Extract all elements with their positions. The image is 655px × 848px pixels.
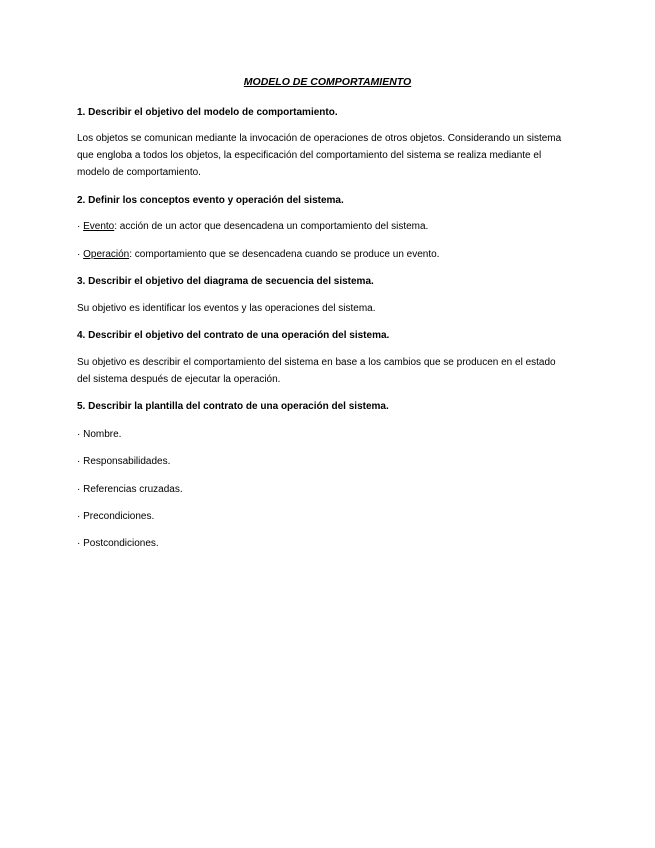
evento-text: : acción de un actor que desencadena un comportamiento del sistema. [114,221,429,232]
section-5-heading: 5. Describir la plantilla del contrato de una operación del sistema. [77,401,389,412]
list-item-postcondiciones: · Postcondiciones. [77,538,159,549]
document-title: MODELO DE COMPORTAMIENTO [243,76,412,88]
evento-definition [77,218,567,235]
bullet: · [77,249,84,260]
section-1-heading: 1. Describir el objetivo del modelo de comportamiento. [77,107,338,118]
bullet: · [77,221,84,232]
operacion-text: : comportamiento que se desencadena cuando se produce un evento. [129,249,440,260]
operacion-term: Operación [83,249,130,260]
section-3-text: Su objetivo es identificar los eventos y las operaciones del sistema. [77,303,376,314]
operacion-definition [77,246,567,263]
section-4-text: Su objetivo es describir el comportamiento del sistema en base a los cambios que se producen en el estado del sistema después de ejecutar la operación. [77,357,556,385]
list-item-nombre: · Nombre. [77,429,122,440]
evento-term: Evento [83,221,115,232]
section-3-heading: 3. Describir el objetivo del diagrama de secuencia del sistema. [77,276,374,287]
section-2-heading: 2. Definir los conceptos evento y operación del sistema. [77,195,344,206]
section-4-heading: 4. Describir el objetivo del contrato de una operación del sistema. [77,330,390,341]
list-item-precondiciones: · Precondiciones. [77,511,155,522]
section-1-text: Los objetos se comunican mediante la invocación de operaciones de otros objetos. Considerando un sistema que engloba a todos los objetos, la especificación del comportamiento del sistema se realiza mediante el modelo de comportamiento. [77,133,562,178]
list-item-responsabilidades: · Responsabilidades. [77,456,171,467]
list-item-referencias: · Referencias cruzadas. [77,484,183,495]
